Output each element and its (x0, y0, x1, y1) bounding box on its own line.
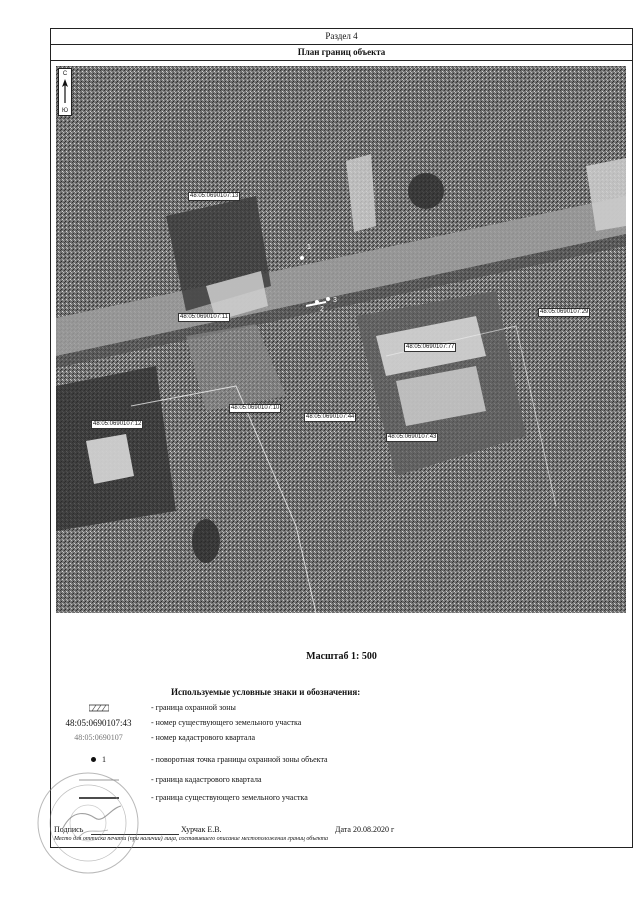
plan-title: План границ объекта (51, 45, 632, 61)
legend-text: - граница существующего земельного участка (151, 793, 308, 802)
legend-symbol-protection-zone (51, 701, 146, 715)
legend-text: - номер существующего земельного участка (151, 718, 302, 727)
turning-point-number: 2 (320, 306, 324, 313)
legend-text: - номер кадастрового квартала (151, 733, 256, 742)
turning-point-dot-icon (91, 757, 96, 762)
signature-date: Дата 20.08.2020 г (335, 825, 395, 834)
legend-text: - поворотная точка границы охранной зоны объекта (151, 755, 328, 764)
parcel-label: 48:05:0690107:10 (231, 405, 280, 411)
legend-item (51, 731, 632, 745)
parcel-label: 48:05:0690107:44 (306, 414, 355, 420)
parcel-label: 48:05:0690107:12 (93, 421, 142, 427)
legend-text: - граница охранной зоны (151, 703, 236, 712)
document-frame (50, 28, 633, 848)
legend-title: Используемые условные знаки и обозначения: (171, 687, 361, 697)
compass-north-label: С (62, 71, 68, 77)
map-scale: Масштаб 1: 500 (306, 651, 377, 662)
turning-point-marker (300, 256, 304, 260)
aerial-photo (56, 66, 626, 613)
parcel-label: 48:05:0690107:77 (406, 344, 455, 350)
turning-point-marker (326, 297, 330, 301)
parcel-label: 48:05:0690107:13 (190, 193, 239, 199)
turning-point-number: 1 (307, 244, 311, 251)
parcel-label: 48:05:0690107:29 (540, 309, 589, 315)
legend-symbol-quarter-number: 48:05:0690107 (74, 733, 123, 742)
turning-point-number: 3 (333, 297, 337, 304)
turning-point-marker (315, 300, 319, 304)
legend-item (51, 701, 632, 715)
legend-symbol-turning-point (51, 753, 146, 767)
hatched-boundary-icon (89, 704, 109, 712)
signer-name: Хурчак Е.В. (181, 825, 222, 834)
official-seal (33, 768, 143, 878)
parcel-label: 48:05:0690107:43 (388, 434, 437, 440)
legend-symbol-parcel-number: 48:05:0690107:43 (65, 718, 132, 728)
stamp-place-note: Место для оттиска печати (при наличии) лица, составившего описание местоположения границ объекта (54, 836, 329, 842)
legend-text: - граница кадастрового квартала (151, 775, 262, 784)
compass-arrow-icon (59, 79, 71, 105)
parcel-label: 48:05:0690107:11 (180, 314, 228, 320)
section-header: Раздел 4 (51, 29, 632, 45)
signature-label: Подпись (54, 825, 84, 834)
legend-item (51, 753, 632, 767)
aerial-map (56, 66, 626, 613)
north-arrow (58, 68, 72, 116)
legend-item (51, 716, 632, 730)
turning-point-sample-number: 1 (102, 755, 106, 764)
compass-south-label: Ю (61, 108, 69, 114)
